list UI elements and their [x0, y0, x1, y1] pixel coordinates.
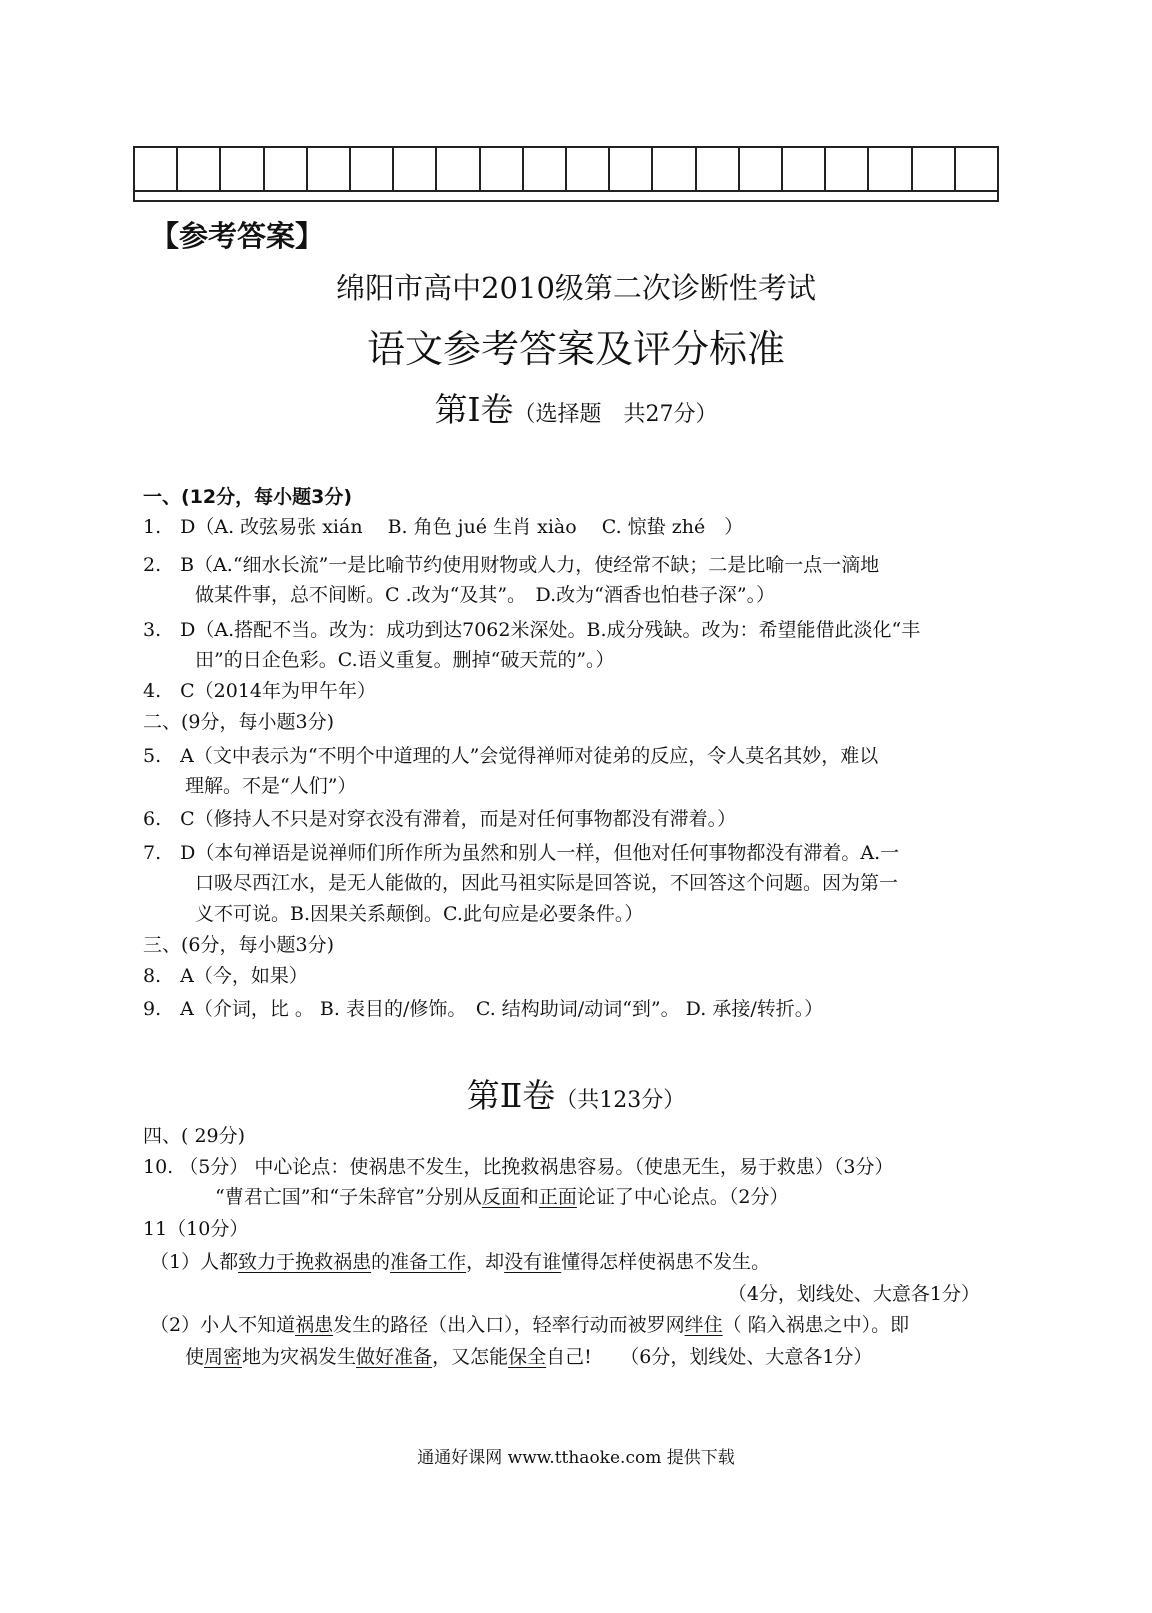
- answer-2-line-1: 2. B（A.“细水长流”一是比喻节约使用财物或人力，使经常不缺；二是比喻一点一滴地: [143, 554, 880, 576]
- answer-9: 9. A（介词，比 。 B. 表目的/修饰。 C. 结构助词/动词“到”。 D. 承接/转折。）: [143, 998, 824, 1020]
- answer-11-1: [150, 1247, 770, 1277]
- answer-4: 4. C（2014年为甲午年）: [143, 680, 377, 702]
- answer-11-1-text-a: （1）人都: [150, 1251, 239, 1273]
- answer-10-line-1: 10. （5分） 中心论点：使祸患不发生，比挽救祸患容易。（使患无生，易于救患）（3分）: [143, 1156, 894, 1178]
- answer-3-line-1: 3. D（A.搭配不当。改为：成功到达7062米深处。B.成分残缺。改为：希望能借此淡化“丰: [143, 619, 921, 641]
- answer-11-2-line-2: [185, 1342, 872, 1372]
- grid-cell: [826, 148, 869, 190]
- answer-5-line-2: 理解。不是“人们”）: [185, 775, 357, 797]
- answer-2-line-2: 做某件事，总不间断。C .改为“及其”。 D.改为“酒香也怕巷子深”。）: [195, 584, 776, 606]
- answer-11-1-text-c: ，却: [466, 1251, 505, 1273]
- answer-11-1-underline-2: 准备工作: [390, 1251, 467, 1273]
- grid-cell: [394, 148, 437, 190]
- grid-cell: [956, 148, 997, 190]
- answer-10-underline-1: 反面: [481, 1186, 520, 1208]
- grid-cell: [308, 148, 351, 190]
- answer-10-line-2: [215, 1182, 789, 1212]
- grid-cell: [869, 148, 912, 190]
- section-1-heading: 一、(12分，每小题3分): [143, 486, 353, 508]
- grid-cell: [437, 148, 480, 190]
- grid-cell: [913, 148, 956, 190]
- volume-1-label: 第Ⅰ卷: [434, 390, 514, 429]
- answer-10-underline-2: 正面: [538, 1186, 577, 1208]
- volume-2-heading: [0, 1070, 1152, 1117]
- answer-7-line-1: 7. D（本句禅语是说禅师们所作所为虽然和别人一样，但他对任何事物都没有滞着。A.一: [143, 842, 900, 864]
- answer-1: 1. D（A. 改弦易张 xián B. 角色 jué 生肖 xiào C. 惊蛰 zhé ）: [143, 516, 744, 538]
- answer-7-line-2: 口吸尽西江水，是无人能做的，因此马祖实际是回答说，不回答这个问题。因为第一: [195, 872, 899, 894]
- answer-11-1-text-d: 懂得怎样使祸患不发生。: [561, 1251, 771, 1273]
- section-2-heading: 二、(9分，每小题3分): [143, 711, 335, 733]
- answer-11-2-text-d: 使: [185, 1346, 205, 1368]
- grid-cell: [740, 148, 783, 190]
- volume-2-label: 第Ⅱ卷: [466, 1076, 556, 1115]
- volume-1-heading: [0, 384, 1152, 431]
- answer-10-text-2: 和: [519, 1186, 539, 1208]
- grid-cell: [351, 148, 394, 190]
- answer-11-2-line-1: [150, 1310, 909, 1340]
- answer-11-heading: 11（10分）: [143, 1218, 249, 1240]
- answer-5-line-1: 5. A（文中表示为“不明个中道理的人”会觉得禅师对徒弟的反应，令人莫名其妙，难以: [143, 745, 879, 767]
- grid-cell: [610, 148, 653, 190]
- answer-11-2-underline-3: 周密: [204, 1346, 243, 1368]
- grid-cell: [221, 148, 264, 190]
- grid-cell: [653, 148, 696, 190]
- answer-3-line-2: 田”的日企色彩。C.语义重复。删掉“破天荒的”。）: [195, 649, 615, 671]
- answer-11-2-text-g: 自己! （6分，划线处、大意各1分）: [546, 1346, 873, 1368]
- answer-11-2-underline-1: 祸患: [295, 1314, 334, 1336]
- grid-cell: [697, 148, 740, 190]
- reference-answer-tag: 【参考答案】: [150, 219, 325, 253]
- grid-cell: [567, 148, 610, 190]
- section-3-heading: 三、(6分，每小题3分): [143, 934, 335, 956]
- answer-10-text-1: “曹君亡国”和“子朱辞官”分别从: [215, 1186, 482, 1208]
- grid-cell: [265, 148, 308, 190]
- answer-11-2-text-a: （2）小人不知道: [150, 1314, 296, 1336]
- volume-2-note: （共123分）: [555, 1088, 686, 1113]
- exam-title: 绵阳市高中2010级第二次诊断性考试: [336, 271, 816, 305]
- answer-6: 6. C（修持人不只是对穿衣没有滞着，而是对任何事物都没有滞着。）: [143, 808, 737, 830]
- volume-1-note: （选择题 共27分）: [513, 402, 718, 427]
- grid-cell: [524, 148, 567, 190]
- grid-cell: [135, 148, 178, 190]
- answer-11-2-text-b: 发生的路径（出入口），轻率行动而被罗网: [333, 1314, 685, 1336]
- answer-11-2-text-e: 地为灾祸发生: [242, 1346, 357, 1368]
- answer-11-1-score: （4分，划线处、大意各1分）: [727, 1283, 980, 1305]
- answer-11-1-text-b: 的: [371, 1251, 391, 1273]
- answer-grid-row: [135, 148, 997, 192]
- answer-7-line-3: 义不可说。B.因果关系颠倒。C.此句应是必要条件。）: [195, 903, 644, 925]
- answer-11-2-underline-5: 保全: [508, 1346, 547, 1368]
- answer-grid: [133, 146, 999, 202]
- answer-8: 8. A（今，如果）: [143, 965, 308, 987]
- grid-cell: [178, 148, 221, 190]
- section-4-heading: 四、( 29分): [143, 1125, 246, 1147]
- answer-11-2-text-f: ，又怎能: [432, 1346, 509, 1368]
- answer-11-1-underline-3: 没有谁: [504, 1251, 562, 1273]
- grid-cell: [481, 148, 524, 190]
- answer-11-2-text-c: （ 陷入祸患之中）。即: [722, 1314, 910, 1336]
- answer-11-1-underline-1: 致力于挽救祸患: [238, 1251, 372, 1273]
- grid-cell: [783, 148, 826, 190]
- footer-source: 通通好课网 www.tthaoke.com 提供下载: [417, 1448, 735, 1468]
- answer-title: 语文参考答案及评分标准: [366, 327, 785, 371]
- answer-11-2-underline-4: 做好准备: [356, 1346, 433, 1368]
- answer-11-2-underline-2: 绊住: [684, 1314, 723, 1336]
- answer-10-text-3: 论证了中心论点。（2分）: [576, 1186, 789, 1208]
